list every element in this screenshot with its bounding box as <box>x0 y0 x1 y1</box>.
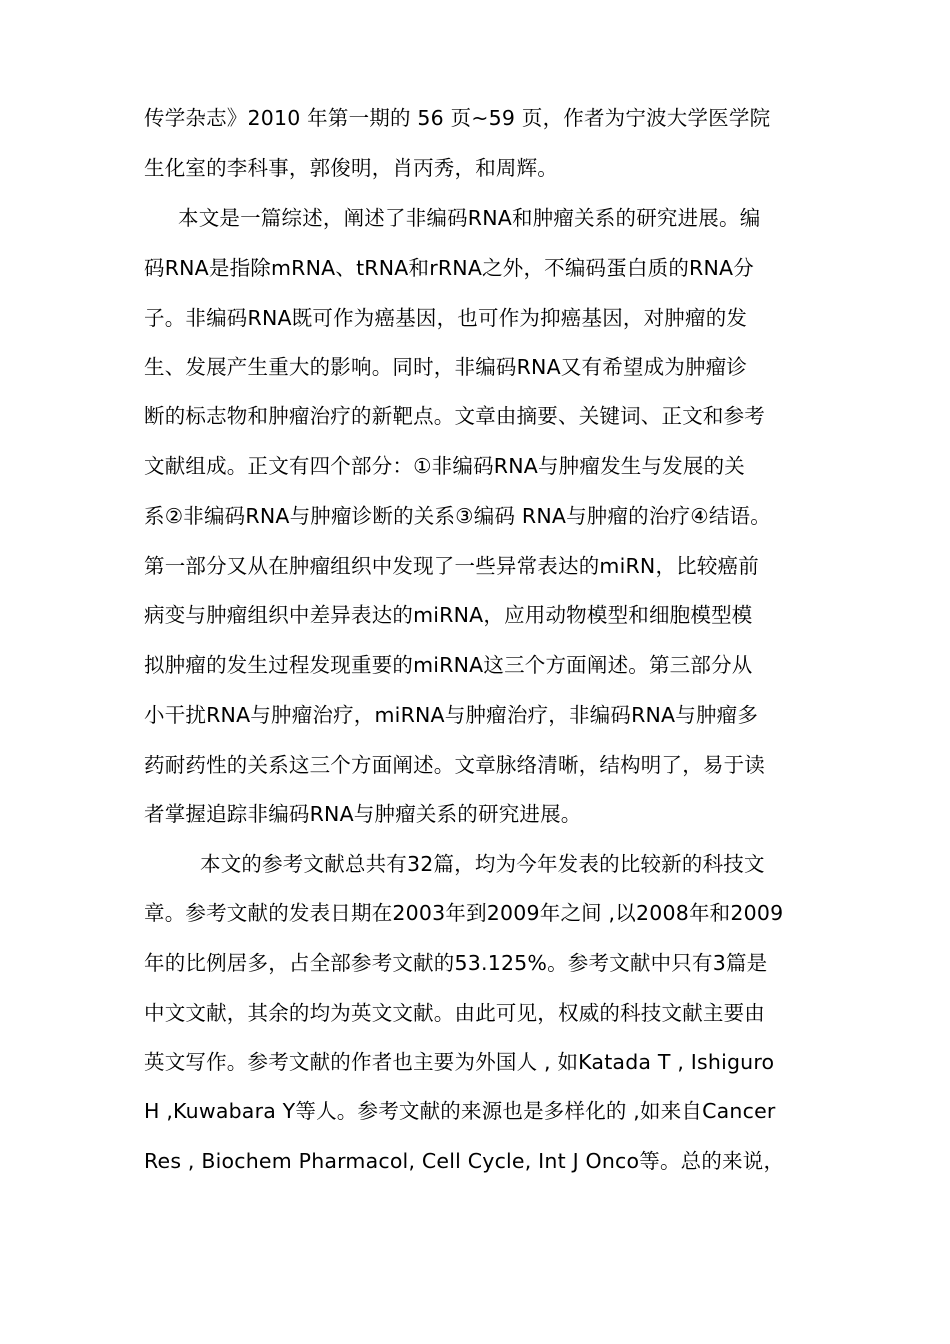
paragraph-line: 码RNA是指除mRNA、tRNA和rRNA之外，不编码蛋白质的RNA分 <box>144 256 754 280</box>
paragraph-line: 生、发展产生重大的影响。同时，非编码RNA又有希望成为肿瘤诊 <box>144 355 748 379</box>
paragraph-line: 断的标志物和肿瘤治疗的新靶点。文章由摘要、关键词、正文和参考 <box>144 404 765 428</box>
paragraph-line: 病变与肿瘤组织中差异表达的miRNA，应用动物模型和细胞模型模 <box>144 603 753 627</box>
paragraph-line: Res , Biochem Pharmacol, Cell Cycle, Int J Onco等。总的来说， <box>144 1149 785 1173</box>
paragraph-line: 系②非编码RNA与肿瘤诊断的关系③编码 RNA与肿瘤的治疗④结语。 <box>144 504 771 528</box>
paragraph-line: 文献组成。正文有四个部分：①非编码RNA与肿瘤发生与发展的关 <box>144 454 745 478</box>
paragraph-line: 生化室的李科事，郭俊明，肖丙秀，和周辉。 <box>144 156 558 180</box>
paragraph-line: 拟肿瘤的发生过程发现重要的miRNA这三个方面阐述。第三部分从 <box>144 653 753 677</box>
paragraph-line: 传学杂志》2010 年第一期的 56 页~59 页，作者为宁波大学医学院 <box>144 106 771 130</box>
paragraph-line: 本文的参考文献总共有32篇，均为今年发表的比较新的科技文 <box>200 852 765 876</box>
paragraph-line: 年的比例居多，占全部参考文献的53.125%。参考文献中只有3篇是 <box>144 951 768 975</box>
paragraph-line: 子。非编码RNA既可作为癌基因，也可作为抑癌基因，对肿瘤的发 <box>144 306 748 330</box>
paragraph-line: 者掌握追踪非编码RNA与肿瘤关系的研究进展。 <box>144 802 582 826</box>
paragraph-line: 小干扰RNA与肿瘤治疗，miRNA与肿瘤治疗，非编码RNA与肿瘤多 <box>144 703 759 727</box>
paragraph-line: 药耐药性的关系这三个方面阐述。文章脉络清晰，结构明了，易于读 <box>144 753 765 777</box>
paragraph-line: 英文写作。参考文献的作者也主要为外国人 , 如Katada T , Ishiguro <box>144 1050 775 1074</box>
paragraph-line: 本文是一篇综述，阐述了非编码RNA和肿瘤关系的研究进展。编 <box>178 206 761 230</box>
paragraph-line: H ,Kuwabara Y等人。参考文献的来源也是多样化的 ,如来自Cancer <box>144 1099 776 1123</box>
paragraph-line: 中文文献，其余的均为英文文献。由此可见，权威的科技文献主要由 <box>144 1001 765 1025</box>
paragraph-line: 第一部分又从在肿瘤组织中发现了一些异常表达的miRN，比较癌前 <box>144 554 759 578</box>
paragraph-line: 章。参考文献的发表日期在2003年到2009年之间 ,以2008年和2009 <box>144 901 784 925</box>
